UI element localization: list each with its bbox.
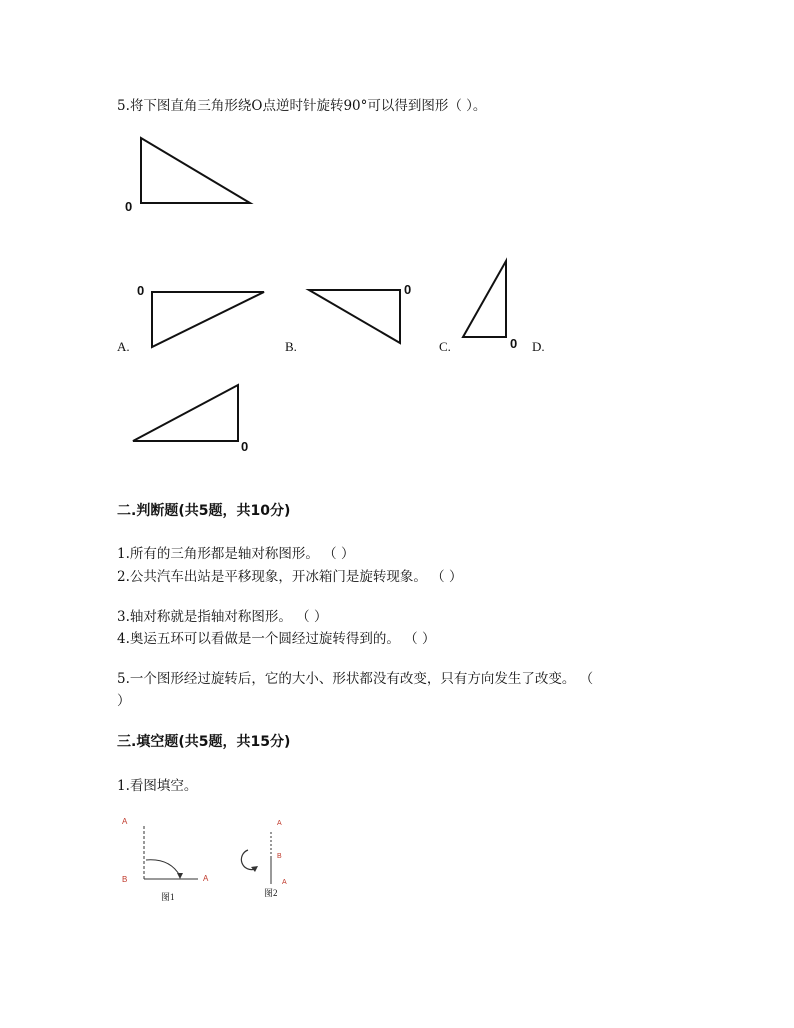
option-d-label: D. [532, 339, 545, 354]
option-c-triangle [463, 261, 506, 337]
fig2-label-b: B [277, 853, 282, 860]
judgement-item-2: 2.公共汽车出站是平移现象，开冰箱门是旋转现象。 （ ） [117, 569, 463, 585]
option-b-o-label: 0 [404, 282, 412, 297]
option-a-triangle [152, 292, 264, 347]
figure-1-diagram [144, 826, 198, 879]
fig2-caption: 图2 [264, 888, 278, 898]
fig1-label-b: B [122, 875, 128, 884]
option-b-label: B. [285, 339, 297, 354]
section-3-heading: 三.填空题(共5题，共15分) [117, 734, 291, 750]
option-d-triangle [133, 385, 238, 441]
figure-2-diagram [241, 830, 271, 884]
original-o-point-label: 0 [125, 199, 133, 214]
judgement-item-5-continued: ） [117, 693, 131, 709]
fig1-label-a-right: A [203, 874, 209, 883]
judgement-item-3: 3.轴对称就是指轴对称图形。 （ ） [117, 609, 328, 625]
fig2-label-a-top: A [277, 820, 282, 827]
judgement-item-1: 1.所有的三角形都是轴对称图形。 （ ） [117, 546, 355, 562]
question-5-text: 5.将下图直角三角形绕O点逆时针旋转90°可以得到图形（ ）。 [117, 98, 487, 114]
section-2-heading: 二.判断题(共5题，共10分) [117, 503, 291, 519]
option-d-o-label: 0 [241, 439, 249, 454]
fig1-caption: 图1 [161, 892, 175, 902]
option-a-o-label: 0 [137, 283, 145, 298]
option-c-label: C. [439, 339, 451, 354]
fig1-label-a-top: A [122, 817, 128, 826]
fig2-label-a-bottom: A [282, 879, 287, 886]
judgement-item-4: 4.奥运五环可以看做是一个圆经过旋转得到的。 （ ） [117, 631, 436, 647]
fill-item-1: 1.看图填空。 [117, 778, 198, 794]
option-c-o-label: 0 [510, 336, 518, 351]
option-a-label: A. [117, 339, 130, 354]
original-right-triangle [141, 138, 250, 203]
judgement-item-5: 5.一个图形经过旋转后，它的大小、形状都没有改变，只有方向发生了改变。 （ [117, 671, 594, 687]
option-b-triangle [309, 290, 400, 343]
